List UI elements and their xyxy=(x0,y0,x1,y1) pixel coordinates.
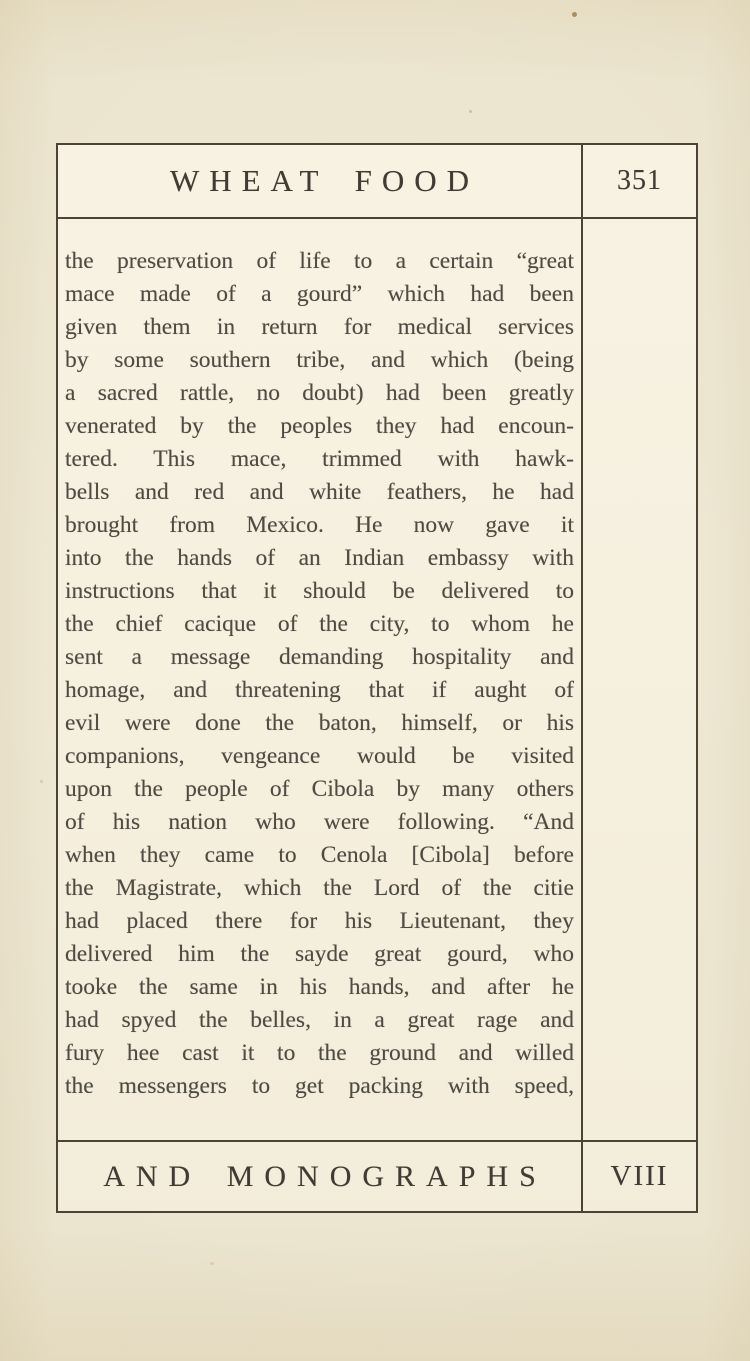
body-line: had placed there for his Lieutenant, they xyxy=(65,908,574,934)
volume-number-cell xyxy=(583,1140,696,1211)
body-line: fury hee cast it to the ground and willed xyxy=(65,1040,574,1066)
body-line: of his nation who were following. “And xyxy=(65,809,574,835)
footer-banner-cell xyxy=(58,1140,583,1211)
body-line: the messengers to get packing with speed, xyxy=(65,1073,574,1099)
body-line: tered. This mace, trimmed with hawk- xyxy=(65,446,574,472)
paper-speck xyxy=(210,1262,214,1265)
margin-column xyxy=(583,219,696,1140)
body-line: bells and red and white feathers, he had xyxy=(65,479,574,505)
running-head-cell xyxy=(58,145,583,219)
body-line: when they came to Cenola [Cibola] before xyxy=(65,842,574,868)
paper-speck xyxy=(40,780,43,783)
body-line: upon the people of Cibola by many others xyxy=(65,776,574,802)
page-number: 351 xyxy=(617,165,662,196)
body-line: tooke the same in his hands, and after he xyxy=(65,974,574,1000)
page-frame xyxy=(56,143,698,1213)
body-line: the Magistrate, which the Lord of the citie xyxy=(65,875,574,901)
body-line: the preservation of life to a certain “great xyxy=(65,248,574,274)
body-line: brought from Mexico. He now gave it xyxy=(65,512,574,538)
page-number-cell xyxy=(583,145,696,219)
body-line: delivered him the sayde great gourd, who xyxy=(65,941,574,967)
body-line: companions, vengeance would be visited xyxy=(65,743,574,769)
paper-speck xyxy=(572,12,577,17)
body-line: had spyed the belles, in a great rage and xyxy=(65,1007,574,1033)
body-line: given them in return for medical services xyxy=(65,314,574,340)
text-column xyxy=(58,219,583,1140)
body-line: evil were done the baton, himself, or his xyxy=(65,710,574,736)
body-line: mace made of a gourd” which had been xyxy=(65,281,574,307)
running-head: WHEAT FOOD xyxy=(169,163,480,198)
body-line: by some southern tribe, and which (being xyxy=(65,347,574,373)
body-line: into the hands of an Indian embassy with xyxy=(65,545,574,571)
body-line: homage, and threatening that if aught of xyxy=(65,677,574,703)
body-line: instructions that it should be delivered to xyxy=(65,578,574,604)
body-line: venerated by the peoples they had encoun- xyxy=(65,413,574,439)
paper-speck xyxy=(469,110,472,113)
body-line: a sacred rattle, no doubt) had been greatly xyxy=(65,380,574,406)
body-line: the chief cacique of the city, to whom he xyxy=(65,611,574,637)
volume-number: VIII xyxy=(610,1160,669,1192)
body-line: sent a message demanding hospitality and xyxy=(65,644,574,670)
footer-banner: AND MONOGRAPHS xyxy=(103,1159,547,1193)
